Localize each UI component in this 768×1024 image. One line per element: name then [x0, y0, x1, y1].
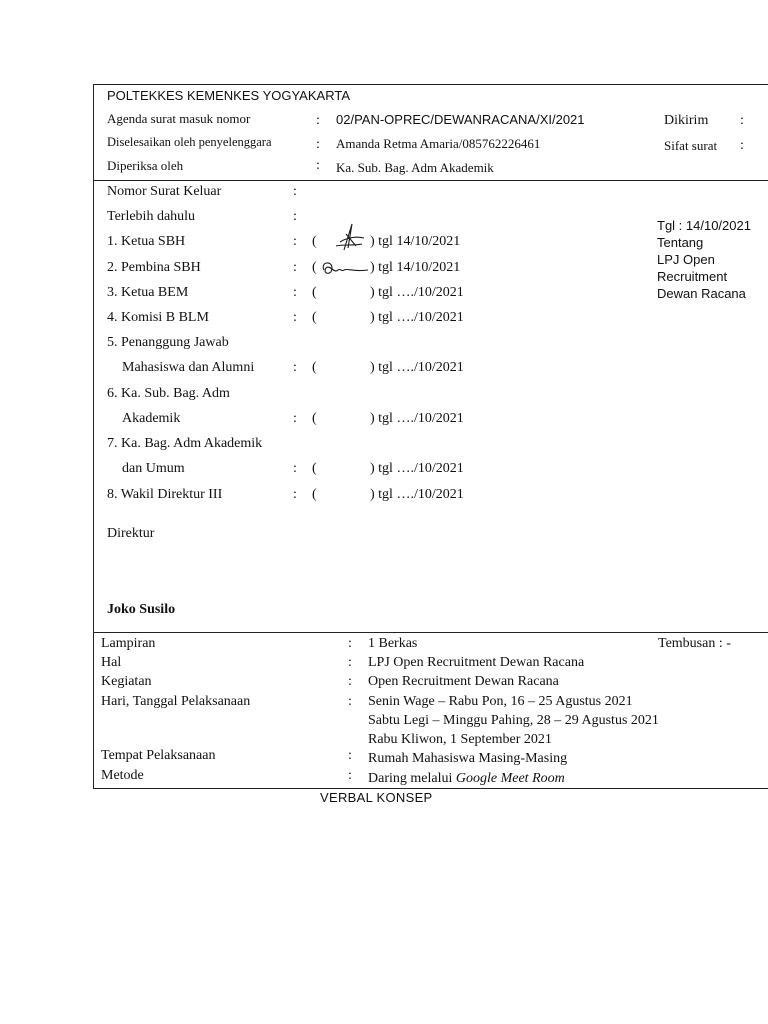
routing-item-2-date: ) tgl 14/10/2021 [370, 260, 461, 275]
attachment-value: 1 Berkas [368, 636, 418, 651]
nature-colon: : [740, 138, 744, 153]
routing-item-8-paren: ( [312, 487, 317, 502]
routing-item-3-date: ) tgl …./10/2021 [370, 285, 464, 300]
place-label: Tempat Pelaksanaan [101, 748, 216, 763]
checked-by-colon: : [316, 158, 320, 173]
routing-item-3-colon: : [293, 285, 297, 300]
cc-label: Tembusan : - [658, 636, 731, 651]
routing-item-6-colon: : [293, 411, 297, 426]
side-note-line-1: LPJ Open [657, 252, 715, 267]
routing-item-7-label: 7. Ka. Bag. Adm Akademik [107, 436, 263, 451]
signature-ketua-sbh [326, 220, 370, 254]
routing-item-4-colon: : [293, 310, 297, 325]
routing-item-8-colon: : [293, 487, 297, 502]
sent-label: Dikirim [664, 113, 709, 128]
side-note-about: Tentang [657, 235, 704, 250]
agenda-value: 02/PAN-OPREC/DEWANRACANA/XI/2021 [336, 112, 585, 127]
routing-item-2-colon: : [293, 260, 297, 275]
attachment-colon: : [348, 636, 352, 651]
first-colon: : [293, 209, 297, 224]
routing-item-2-paren: ( [312, 260, 317, 275]
date-line-3: Rabu Kliwon, 1 September 2021 [368, 732, 552, 747]
routing-item-5-label-cont: Mahasiswa dan Alumni [122, 360, 255, 375]
checked-by-value: Ka. Sub. Bag. Adm Akademik [336, 160, 494, 175]
signature-pembina-sbh [318, 258, 370, 280]
date-line-1: Senin Wage – Rabu Pon, 16 – 25 Agustus 2021 [368, 694, 633, 709]
director-name: Joko Susilo [107, 602, 176, 617]
routing-item-2-label: 2. Pembina SBH [107, 260, 201, 275]
method-label: Metode [101, 768, 144, 783]
routing-item-5-colon: : [293, 360, 297, 375]
method-colon: : [348, 768, 352, 783]
activity-label: Kegiatan [101, 674, 152, 689]
place-colon: : [348, 748, 352, 763]
date-label: Hari, Tanggal Pelaksanaan [101, 694, 251, 709]
subject-label: Hal [101, 655, 122, 670]
outgoing-number-label: Nomor Surat Keluar [107, 184, 222, 199]
routing-item-1-label: 1. Ketua SBH [107, 234, 186, 249]
routing-item-1-paren: ( [312, 234, 317, 249]
routing-item-5-date: ) tgl …./10/2021 [370, 360, 464, 375]
routing-item-7-date: ) tgl …./10/2021 [370, 461, 464, 476]
method-value [368, 771, 565, 787]
agenda-label: Agenda surat masuk nomor [107, 111, 251, 126]
completed-by-value: Amanda Retma Amaria/085762226461 [336, 136, 541, 151]
routing-item-8-date: ) tgl …./10/2021 [370, 487, 464, 502]
place-value: Rumah Mahasiswa Masing-Masing [368, 751, 568, 766]
routing-item-4-paren: ( [312, 310, 317, 325]
date-line-2: Sabtu Legi – Minggu Pahing, 28 – 29 Agustus 2021 [368, 713, 659, 728]
routing-item-6-label-cont: Akademik [122, 411, 181, 426]
agenda-colon: : [316, 113, 320, 128]
subject-value: LPJ Open Recruitment Dewan Racana [368, 655, 585, 670]
checked-by-label: Diperiksa oleh [107, 158, 184, 173]
nature-label: Sifat surat [664, 138, 718, 153]
subject-colon: : [348, 655, 352, 670]
routing-item-4-label: 4. Komisi B BLM [107, 310, 209, 325]
routing-item-7-paren: ( [312, 461, 317, 476]
routing-item-5-paren: ( [312, 360, 317, 375]
completed-by-label: Diselesaikan oleh penyelenggara [107, 135, 272, 149]
routing-item-6-label: 6. Ka. Sub. Bag. Adm [107, 386, 230, 401]
activity-colon: : [348, 674, 352, 689]
side-note-date: Tgl : 14/10/2021 [657, 218, 751, 233]
date-colon: : [348, 694, 352, 709]
director-label: Direktur [107, 526, 155, 541]
outgoing-number-colon: : [293, 184, 297, 199]
routing-item-6-paren: ( [312, 411, 317, 426]
activity-value: Open Recruitment Dewan Racana [368, 674, 559, 689]
footer-caption: VERBAL KONSEP [320, 790, 433, 805]
completed-by-colon: : [316, 137, 320, 152]
routing-item-3-paren: ( [312, 285, 317, 300]
routing-item-1-date: ) tgl 14/10/2021 [370, 234, 461, 249]
routing-item-3-label: 3. Ketua BEM [107, 285, 189, 300]
method-prefix: Daring melalui [368, 771, 456, 786]
sent-colon: : [740, 113, 744, 128]
side-note-line-2: Recruitment [657, 269, 728, 284]
method-italic: Google Meet Room [455, 771, 565, 786]
routing-item-5-label: 5. Penanggung Jawab [107, 335, 229, 350]
institution-name: POLTEKKES KEMENKES YOGYAKARTA [107, 88, 350, 103]
routing-item-1-colon: : [293, 234, 297, 249]
routing-item-7-colon: : [293, 461, 297, 476]
first-label: Terlebih dahulu [107, 209, 196, 224]
attachment-label: Lampiran [101, 636, 156, 651]
routing-item-4-date: ) tgl …./10/2021 [370, 310, 464, 325]
routing-item-6-date: ) tgl …./10/2021 [370, 411, 464, 426]
side-note-line-3: Dewan Racana [657, 286, 746, 301]
routing-item-8-label: 8. Wakil Direktur III [107, 487, 223, 502]
routing-item-7-label-cont: dan Umum [122, 461, 185, 476]
